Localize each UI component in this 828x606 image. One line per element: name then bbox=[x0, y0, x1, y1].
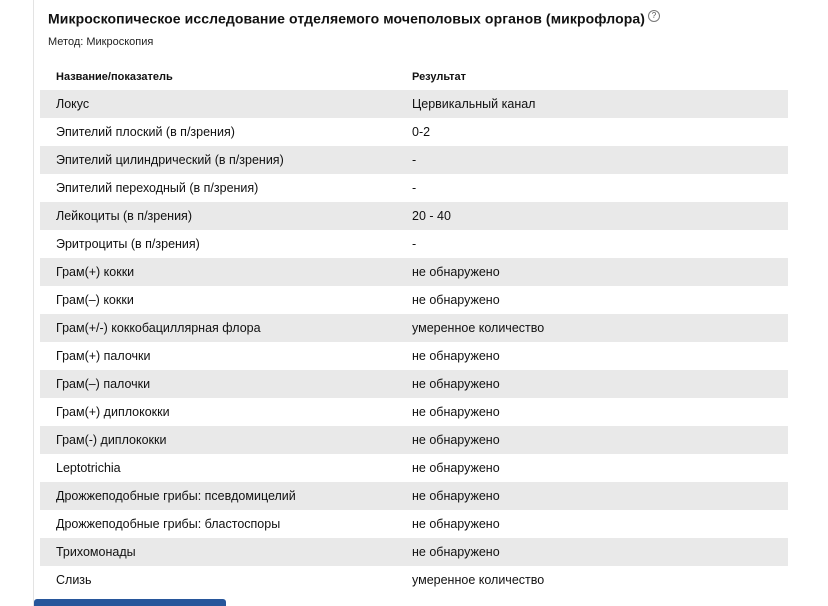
table-row bbox=[40, 258, 788, 286]
header-result: Результат bbox=[412, 70, 467, 83]
row-name: Грам(–) палочки bbox=[56, 376, 151, 391]
row-result: не обнаружено bbox=[412, 460, 500, 475]
table-row bbox=[40, 230, 788, 258]
help-icon[interactable]: ? bbox=[648, 10, 660, 22]
table-body bbox=[40, 90, 788, 594]
table-row bbox=[40, 314, 788, 342]
table-row bbox=[40, 342, 788, 370]
row-name: Дрожжеподобные грибы: псевдомицелий bbox=[56, 488, 296, 503]
row-name: Грам(+) диплококки bbox=[56, 404, 170, 419]
table-row bbox=[40, 90, 788, 118]
row-result: не обнаружено bbox=[412, 264, 500, 279]
row-result: не обнаружено bbox=[412, 432, 500, 447]
row-name: Трихомонады bbox=[56, 544, 136, 559]
table-row bbox=[40, 286, 788, 314]
table-row bbox=[40, 566, 788, 594]
row-result: не обнаружено bbox=[412, 544, 500, 559]
row-result: не обнаружено bbox=[412, 376, 500, 391]
table-row bbox=[40, 202, 788, 230]
table-row bbox=[40, 538, 788, 566]
results-table bbox=[40, 64, 788, 594]
row-result: не обнаружено bbox=[412, 292, 500, 307]
row-name: Грам(-) диплококки bbox=[56, 432, 167, 447]
row-result: умеренное количество bbox=[412, 572, 545, 587]
row-result: - bbox=[412, 152, 417, 167]
table-header-row bbox=[40, 64, 788, 90]
row-name: Грам(+) палочки bbox=[56, 348, 151, 363]
table-row bbox=[40, 454, 788, 482]
row-name: Локус bbox=[56, 96, 90, 111]
row-name: Эритроциты (в п/зрения) bbox=[56, 236, 200, 251]
row-name: Leptotrichia bbox=[56, 460, 121, 475]
row-result: - bbox=[412, 236, 417, 251]
row-result: - bbox=[412, 180, 417, 195]
row-result: Цервикальный канал bbox=[412, 96, 536, 111]
table-row bbox=[40, 370, 788, 398]
row-name: Эпителий переходный (в п/зрения) bbox=[56, 180, 259, 195]
row-result: не обнаружено bbox=[412, 404, 500, 419]
row-name: Грам(–) кокки bbox=[56, 292, 134, 307]
row-result: 0-2 bbox=[412, 124, 431, 139]
table-row bbox=[40, 482, 788, 510]
row-name: Дрожжеподобные грибы: бластоспоры bbox=[56, 516, 281, 531]
table-row bbox=[40, 146, 788, 174]
bottom-action-button-partial[interactable] bbox=[34, 599, 226, 606]
row-result: не обнаружено bbox=[412, 488, 500, 503]
row-name: Эпителий плоский (в п/зрения) bbox=[56, 124, 235, 139]
table-row bbox=[40, 398, 788, 426]
table-row bbox=[40, 426, 788, 454]
page-title bbox=[48, 10, 828, 27]
row-name: Грам(+/-) коккобациллярная флора bbox=[56, 320, 261, 335]
table-row bbox=[40, 174, 788, 202]
page-title-text: Микроскопическое исследование отделяемого мочеполовых органов (микрофлора) bbox=[48, 10, 646, 27]
method-label: Метод: Микроскопия bbox=[48, 35, 154, 48]
header-name: Название/показатель bbox=[56, 70, 173, 83]
row-result: не обнаружено bbox=[412, 516, 500, 531]
table-row bbox=[40, 510, 788, 538]
row-name: Слизь bbox=[56, 572, 92, 587]
row-result: не обнаружено bbox=[412, 348, 500, 363]
content-area bbox=[33, 0, 828, 606]
table-row bbox=[40, 118, 788, 146]
row-result: умеренное количество bbox=[412, 320, 545, 335]
row-name: Грам(+) кокки bbox=[56, 264, 135, 279]
row-result: 20 - 40 bbox=[412, 208, 451, 223]
row-name: Эпителий цилиндрический (в п/зрения) bbox=[56, 152, 284, 167]
row-name: Лейкоциты (в п/зрения) bbox=[56, 208, 192, 223]
